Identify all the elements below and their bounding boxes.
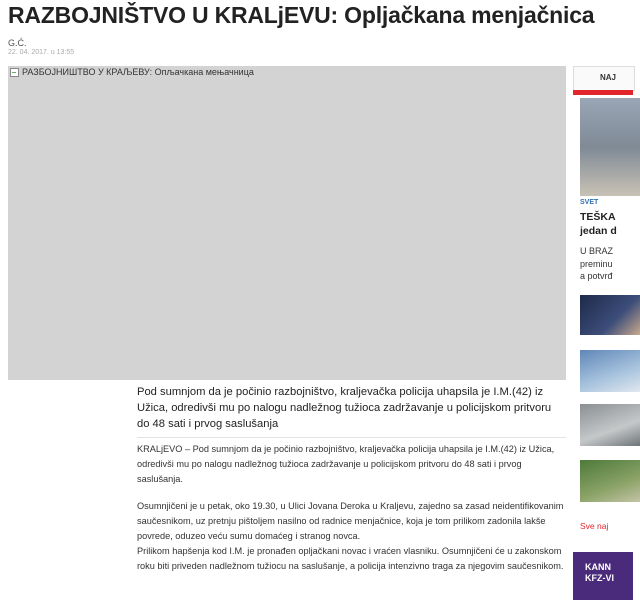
image-alt: [10, 67, 254, 77]
sidebar-thumbnail[interactable]: [580, 460, 640, 502]
article-author[interactable]: G.Ć.: [8, 38, 27, 48]
article-image: [8, 66, 566, 380]
image-alt-text: РАЗБОЈНИШТВО У КРАЉЕВУ: Опљачкана мењачница: [22, 67, 254, 77]
sidebar-headline[interactable]: [580, 210, 640, 238]
sidebar-tab-label: NAJ: [600, 73, 617, 82]
sidebar: [573, 66, 617, 600]
article-date: 22. 04. 2017. u 13:55: [8, 49, 75, 56]
article-lead: Pod sumnjom da je počinio razbojništvo, kraljevačka policija uhapsila je I.M.(42) iz Užica, odredivši mu po nalogu nadležnog tužioca zadržavanje u policijskom pritvoru do 48 sati i prvog saslušanja: [137, 386, 552, 430]
sidebar-more-link[interactable]: Sve naj: [580, 521, 609, 531]
sidebar-ad-banner[interactable]: [573, 552, 633, 600]
sidebar-excerpt-line: preminu: [580, 258, 613, 269]
sidebar-accent-bar: [573, 90, 633, 95]
article-paragraph: Osumnjičeni je u petak, oko 19.30, u Ulici Jovana Deroka u Kraljevu, zajedno sa zasad neidentifikovanim saučesnikom, uz pretnju pištoljem nasilno od radnice menjačnice, koja je tom prilikom zadonila lakše povrede, oduzeo veću sumu domaćeg i stranog novca.: [137, 501, 564, 541]
broken-image-icon: [10, 68, 19, 77]
sidebar-headline-line: TEŠKA: [580, 211, 616, 223]
sidebar-thumbnail[interactable]: [580, 98, 640, 196]
sidebar-thumbnail[interactable]: [580, 350, 640, 392]
sidebar-excerpt-line: a potvrđ: [580, 271, 613, 281]
divider: [137, 437, 566, 438]
sidebar-excerpt-line: U BRAZ: [580, 246, 614, 256]
sidebar-excerpt: [580, 245, 640, 283]
sidebar-thumbnail[interactable]: [580, 404, 640, 446]
ad-text-line: KFZ-VI: [585, 573, 614, 583]
sidebar-thumbnail[interactable]: [580, 295, 640, 335]
ad-text-line: KANN: [585, 562, 611, 572]
sidebar-headline-line: jedan d: [580, 225, 617, 237]
ad-text: [585, 562, 614, 584]
sidebar-tab[interactable]: [573, 66, 635, 91]
article-paragraph: KRALjEVO – Pod sumnjom da je počinio razbojništvo, kraljevačka policija uhapsila je I.M.(42) iz Užica, odredivši mu po nalogu nadležnog tužioca zadržavanje u policijskom pritvoru do 48 sati i prvog saslušanja.: [137, 444, 555, 484]
sidebar-category[interactable]: SVET: [580, 199, 599, 206]
article-paragraph: Prilikom hapšenja kod I.M. je pronađen opljačkani novac i vraćen vlasniku. Osumnjičeni će u zakonskom roku biti priveden nadležnom tužiocu na saslušanje, a policija intenzivno traga za njegovim saučesnikom.: [137, 546, 564, 571]
article-title: RAZBOJNIŠTVO U KRALjEVU: Opljačkana menjačnica: [8, 2, 595, 28]
